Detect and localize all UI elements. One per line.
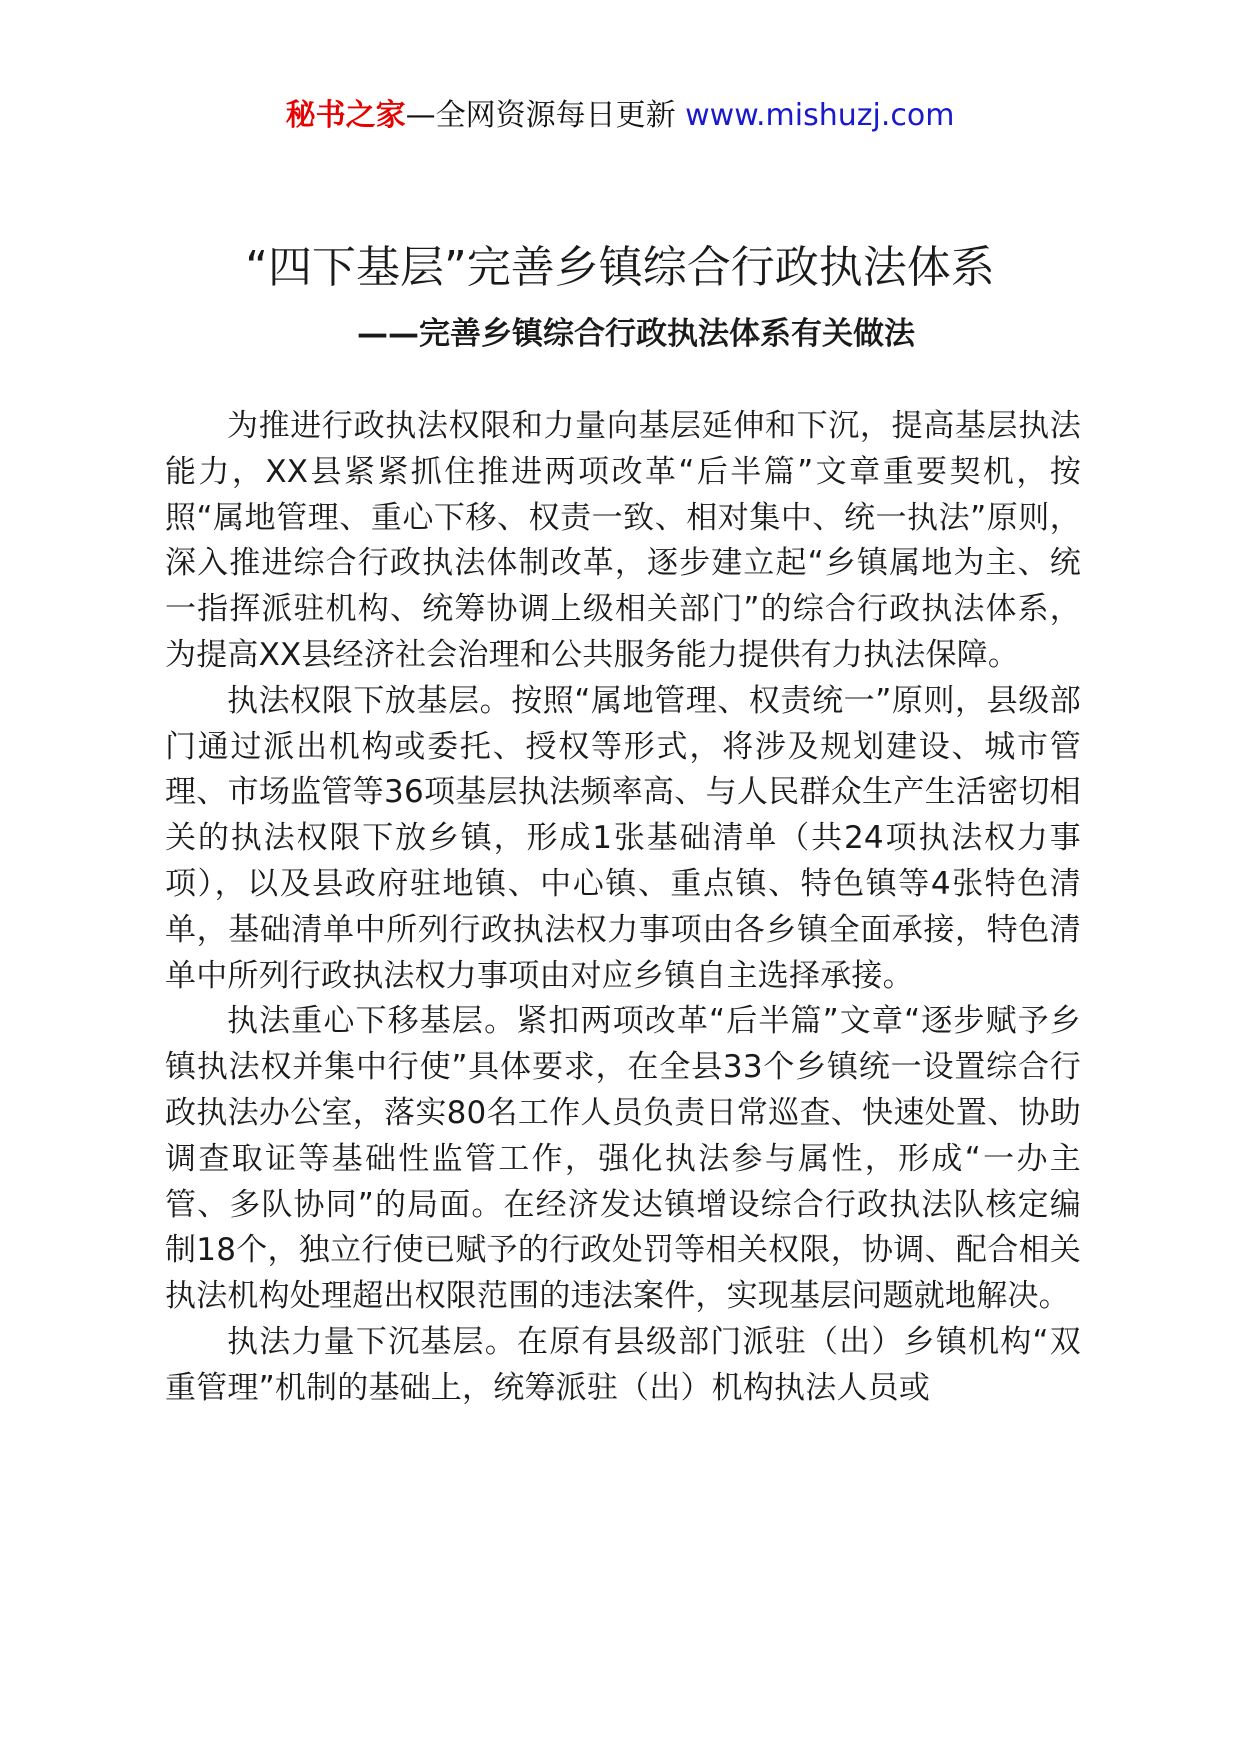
paragraph-power-delegation: 执法权限下放基层。按照“属地管理、权责统一”原则，县级部门通过派出机构或委托、授权等形式，将涉及规划建设、城市管理、市场监管等36项基层执法频率高、与人民群众生产生活密切相关的执法权限下放乡镇，形成1张基础清单（共24项执法权力事项），以及县政府驻地镇、中心镇、重点镇、特色镇等4张特色清单，基础清单中所列行政执法权力事项由各乡镇全面承接，特色清单中所列行政执法权力事项由对应乡镇自主选择承接。 [165,682,1081,994]
document-subtitle: ——完善乡镇综合行政执法体系有关做法 [357,316,915,352]
header-tagline: —全网资源每日更新 [405,98,676,133]
document-title: “四下基层”完善乡镇综合行政执法体系 [245,242,995,293]
brand-name: 秘书之家 [285,98,406,133]
paragraph-focus-shift: 执法重心下移基层。紧扣两项改革“后半篇”文章“逐步赋予乡镇执法权并集中行使”具体要求，在全县33个乡镇统一设置综合行政执法办公室，落实80名工作人员负责日常巡查、快速处置、协助调查取证等基础性监管工作，强化执法参与属性，形成“一办主管、多队协同”的局面。在经济发达镇增设综合行政执法队核定编制18个，独立行使已赋予的行政处罚等相关权限，协调、配合相关执法机构处理超出权限范围的违法案件，实现基层问题就地解决。 [165,1003,1081,1315]
site-header [0,96,1240,136]
site-url-link[interactable]: www.mishuzj.com [685,98,955,133]
paragraph-force-sinking: 执法力量下沉基层。在原有县级部门派驻（出）乡镇机构“双重管理”机制的基础上，统筹派驻（出）机构执法人员或 [165,1323,1081,1406]
paragraph-intro: 为推进行政执法权限和力量向基层延伸和下沉，提高基层执法能力，XX县紧紧抓住推进两项改革“后半篇”文章重要契机，按照“属地管理、重心下移、权责一致、相对集中、统一执法”原则，深入推进综合行政执法体制改革，逐步建立起“乡镇属地为主、统一指挥派驻机构、统筹协调上级相关部门”的综合行政执法体系，为提高XX县经济社会治理和公共服务能力提供有力执法保障。 [165,408,1081,673]
document-body [165,404,1081,1412]
